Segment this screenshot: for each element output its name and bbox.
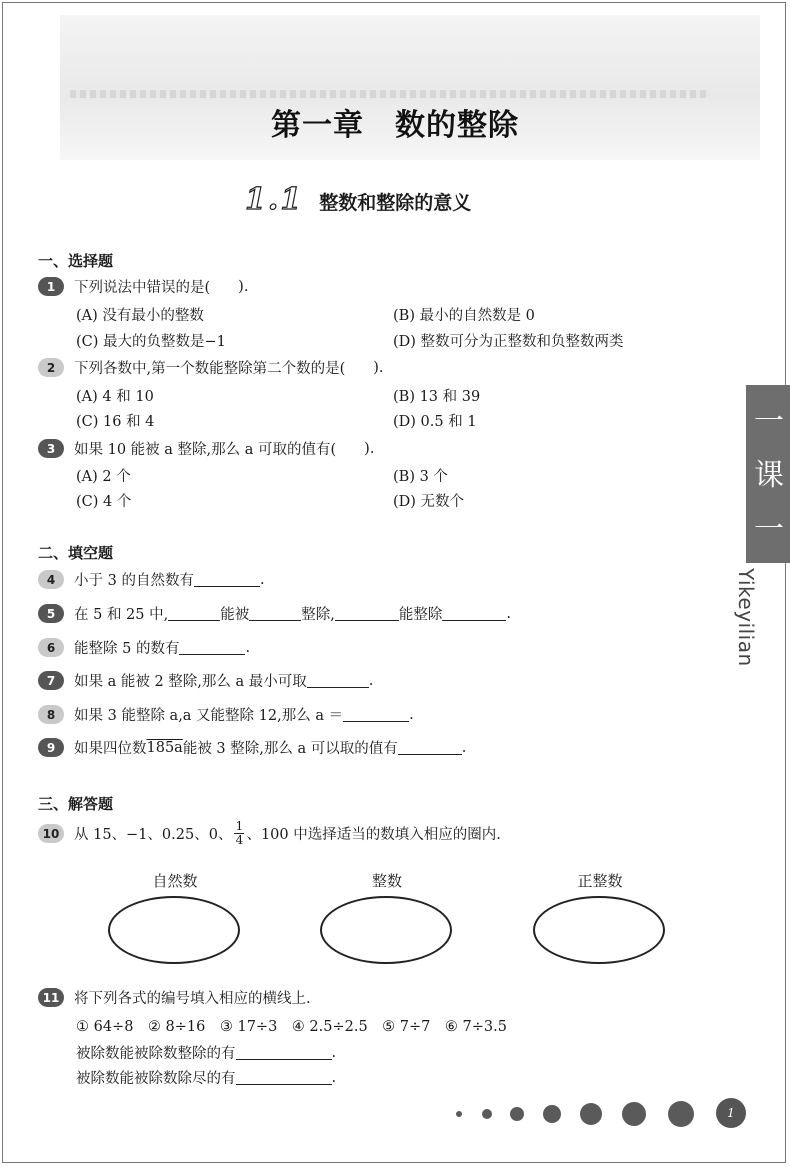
question-text: 如果 3 能整除 a,a 又能整除 12,那么 a ＝ [74,708,344,724]
answer-blank[interactable] [249,606,301,621]
answer-end: . [331,1044,337,1061]
decor-dot [456,1111,462,1117]
answer-end: . [331,1069,337,1086]
question-stem: 下列说法中错误的是( [74,280,211,296]
decor-dot [580,1103,602,1125]
question-text: 能被 [220,607,250,623]
question-stem-end: ). [373,359,384,376]
question-stem: 如果 10 能被 a 整除,那么 a 可取的值有( [74,442,337,458]
question-9 [38,737,466,758]
question-text: 将下列各式的编号填入相应的横线上. [74,991,311,1007]
side-tab-latin: Yikeyilian [734,568,758,667]
question-text-end: . [368,672,374,689]
oval-integers[interactable] [320,896,452,964]
question-number-badge: 1 [38,277,64,296]
question-text: 如果四位数 [74,741,147,757]
option-a: (A) 2 个 [76,469,131,485]
question-8 [38,704,414,725]
option-c: (C) 16 和 4 [76,414,155,430]
question-number-badge: 4 [38,570,64,589]
question-text: 从 15、−1、0.25、0、 [74,827,233,843]
option-c: (C) 4 个 [76,494,132,510]
question-text: 能整除 [398,607,443,623]
question-text: 小于 3 的自然数有 [74,573,194,589]
question-text-end: . [245,639,251,656]
option-b: (B) 最小的自然数是 0 [393,308,535,324]
question-number-badge: 7 [38,671,64,690]
question-text-end: . [461,739,467,756]
question-stem: 下列各数中,第一个数能整除第二个数的是( [74,361,346,377]
option-b: (B) 3 个 [393,469,448,485]
question-number-badge: 2 [38,358,64,377]
option-b: (B) 13 和 39 [393,389,481,405]
question-text-end: . [259,571,265,588]
header-bleed-through [70,90,710,98]
section-title: 整数和整除的意义 [319,192,472,214]
answer-prompt: 被除数能被除数整除的有 [76,1046,236,1062]
page-number: 1 [716,1098,746,1128]
answer-prompt: 被除数能被除数除尽的有 [76,1071,236,1087]
answer-line-1 [76,1042,336,1063]
question-number-badge: 6 [38,638,64,657]
question-text: 整除, [301,607,335,623]
part3-heading: 三、解答题 [38,795,114,813]
question-stem-end: ). [238,278,249,295]
question-5 [38,603,511,624]
question-4 [38,569,265,590]
chapter-title: 第一章 数的整除 [271,108,519,143]
decor-dot [482,1109,492,1119]
answer-blank[interactable] [398,740,462,755]
question-number-badge: 3 [38,439,64,458]
question-text: 、100 中选择适当的数填入相应的圈内. [246,827,501,843]
oval-label-integer: 整数 [371,872,402,890]
part2-heading: 二、填空题 [38,544,114,562]
answer-blank[interactable] [194,572,260,587]
question-7 [38,670,373,691]
answer-blank[interactable] [179,640,245,655]
question-stem-end: ). [364,440,375,457]
answer-blank[interactable] [236,1070,332,1085]
question-number-badge: 5 [38,604,64,623]
answer-blank[interactable] [442,606,506,621]
question-text: 在 5 和 25 中, [74,607,169,623]
decor-dot [543,1105,561,1123]
answer-blank[interactable] [307,673,369,688]
fraction-numerator: 1 [235,819,244,833]
answer-line-2 [76,1067,336,1088]
option-a: (A) 4 和 10 [76,389,154,405]
option-d: (D) 无数个 [393,494,465,510]
option-d: (D) 整数可分为正整数和负整数两类 [393,334,624,350]
question-6 [38,637,250,658]
question-11 [38,987,311,1008]
part1-heading: 一、选择题 [38,252,114,270]
answer-blank[interactable] [236,1045,332,1060]
overlined-number: 185a [146,739,183,756]
question-10 [38,820,501,847]
question-text: 如果 a 能被 2 整除,那么 a 最小可取 [74,674,307,690]
question-3 [38,438,374,459]
question-text-end: . [409,706,414,723]
answer-blank[interactable] [335,606,399,621]
option-d: (D) 0.5 和 1 [393,414,477,430]
question-2 [38,357,384,378]
answer-blank[interactable] [168,606,220,621]
question-number-badge: 10 [38,824,64,843]
answer-blank[interactable] [343,707,409,722]
oval-label-natural: 自然数 [152,872,198,890]
oval-positive-integers[interactable] [533,896,665,964]
question-text: 能整除 5 的数有 [74,641,180,657]
question-1 [38,276,248,297]
section-header [245,182,471,217]
fraction-denominator: 4 [235,833,244,847]
fraction [234,820,244,847]
decor-dot [668,1101,694,1127]
expression-list: ① 64÷8 ② 8÷16 ③ 17÷3 ④ 2.5÷2.5 ⑤ 7÷7 ⑥ 7÷3.5 [76,1019,507,1035]
oval-natural-numbers[interactable] [108,896,240,964]
option-c: (C) 最大的负整数是−1 [76,334,226,350]
section-number: 1.1 [245,182,304,217]
side-tab-text: 一课一练 [754,404,784,601]
question-number-badge: 8 [38,705,64,724]
option-a: (A) 没有最小的整数 [76,308,204,324]
decor-dot [622,1102,646,1126]
oval-label-positive: 正整数 [577,872,623,890]
question-text-end: . [506,605,511,622]
question-text: 能被 3 整除,那么 a 可以取的值有 [182,741,398,757]
decor-dot [510,1107,524,1121]
question-number-badge: 9 [38,738,64,757]
question-number-badge: 11 [38,988,64,1007]
